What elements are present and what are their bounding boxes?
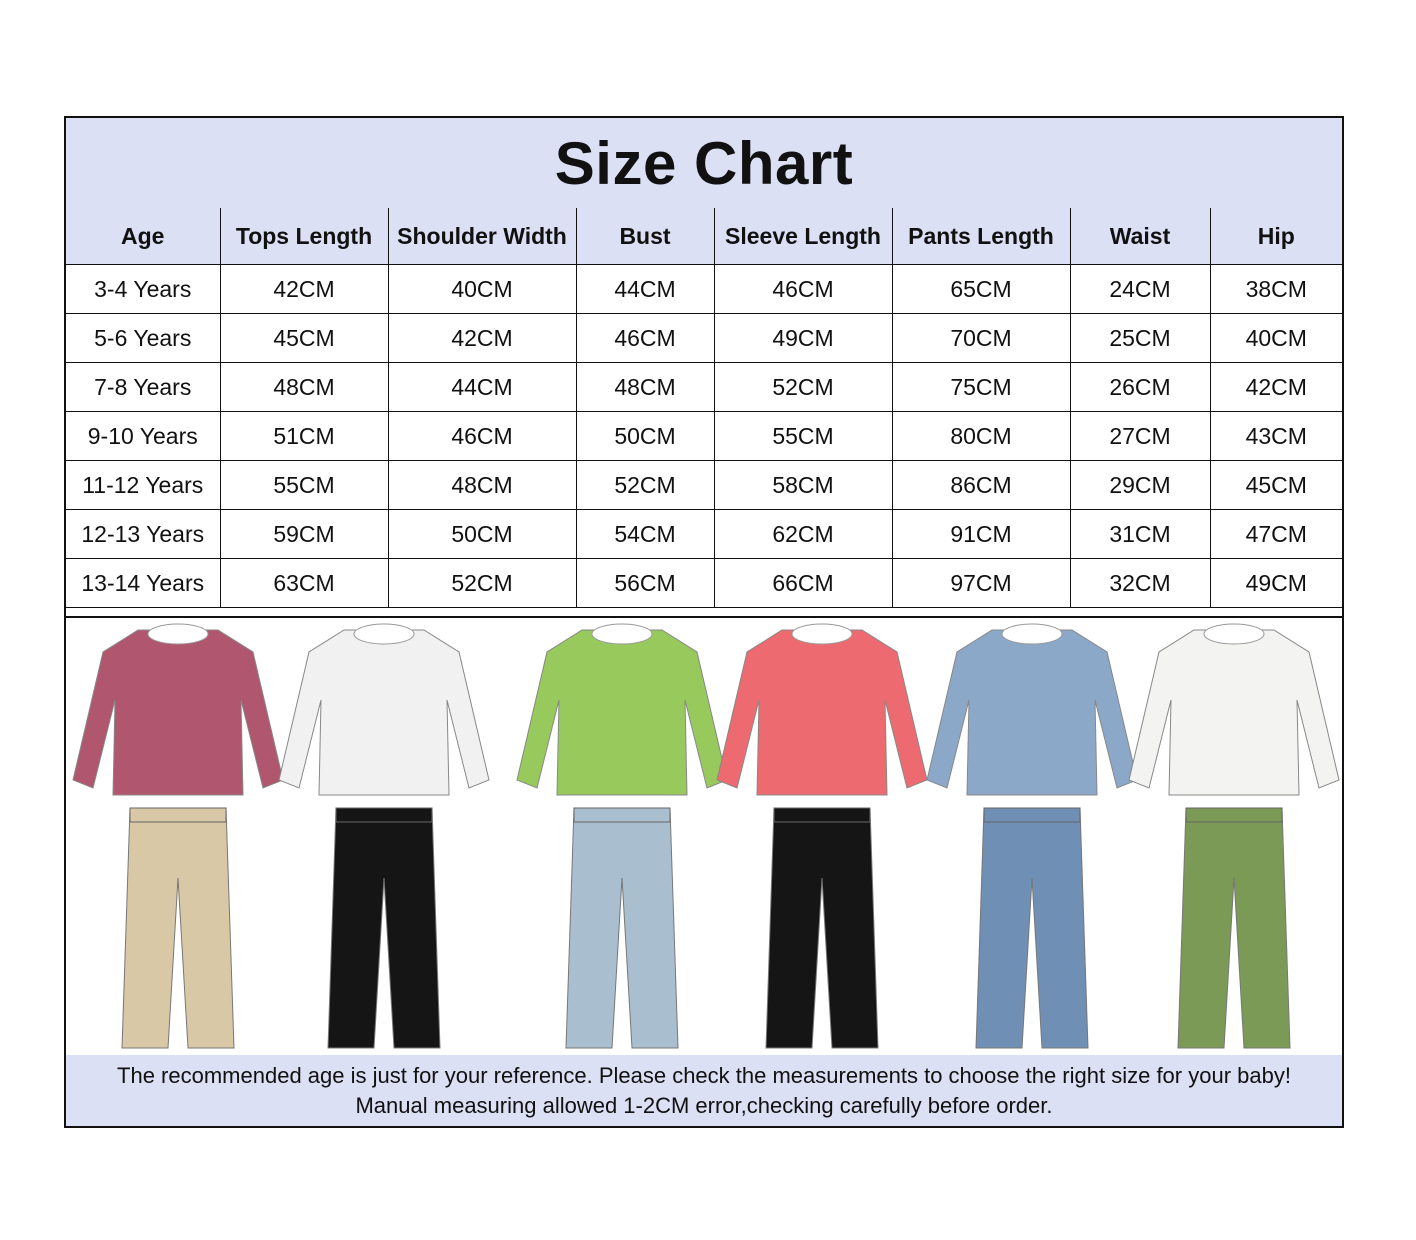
table-row [66, 510, 1342, 559]
page-title: Size Chart [554, 129, 854, 197]
measurement-cell: 52CM [388, 559, 576, 608]
measurement-cell: 48CM [576, 363, 714, 412]
measurement-cell: 40CM [388, 265, 576, 314]
waistband [336, 808, 432, 822]
table-row [66, 314, 1342, 363]
measurement-cell: 65CM [892, 265, 1070, 314]
measurement-cell: 56CM [576, 559, 714, 608]
table-row [66, 265, 1342, 314]
outfit-photo-strip [66, 616, 1342, 1057]
outfit-image [717, 624, 927, 1048]
footer-line-1: The recommended age is just for your reference. Please check the measurements to choose the right size for your baby! [117, 1062, 1291, 1088]
age-cell: 12-13 Years [66, 510, 220, 559]
measurement-cell: 62CM [714, 510, 892, 559]
header-age: Age [66, 208, 220, 265]
measurement-cell: 97CM [892, 559, 1070, 608]
waistband [984, 808, 1080, 822]
measurement-cell: 59CM [220, 510, 388, 559]
measurement-cell: 47CM [1210, 510, 1342, 559]
size-table [66, 208, 1342, 608]
sweatshirt [279, 630, 489, 795]
header-waist: Waist [1070, 208, 1210, 265]
measurement-cell: 48CM [388, 461, 576, 510]
measurement-cell: 63CM [220, 559, 388, 608]
measurement-cell: 29CM [1070, 461, 1210, 510]
measurement-cell: 54CM [576, 510, 714, 559]
waistband [130, 808, 226, 822]
measurement-cell: 70CM [892, 314, 1070, 363]
age-cell: 7-8 Years [66, 363, 220, 412]
sweatshirt [517, 630, 727, 795]
age-cell: 9-10 Years [66, 412, 220, 461]
sweatshirt [927, 630, 1137, 795]
table-row [66, 559, 1342, 608]
measurement-cell: 44CM [576, 265, 714, 314]
pants [328, 808, 440, 1048]
header-sleeve-length: Sleeve Length [714, 208, 892, 265]
sweatshirt [73, 630, 283, 795]
measurement-cell: 75CM [892, 363, 1070, 412]
measurement-cell: 42CM [1210, 363, 1342, 412]
measurement-cell: 91CM [892, 510, 1070, 559]
age-cell: 11-12 Years [66, 461, 220, 510]
collar [592, 624, 652, 644]
table-body [66, 265, 1342, 608]
outfit-image [279, 624, 489, 1048]
pants [566, 808, 678, 1048]
measurement-cell: 58CM [714, 461, 892, 510]
measurement-cell: 49CM [1210, 559, 1342, 608]
measurement-cell: 25CM [1070, 314, 1210, 363]
measurement-cell: 26CM [1070, 363, 1210, 412]
outfit-images [66, 618, 1342, 1055]
pants [976, 808, 1088, 1048]
outfit-image [1129, 624, 1339, 1048]
measurement-cell: 40CM [1210, 314, 1342, 363]
collar [148, 624, 208, 644]
age-cell: 5-6 Years [66, 314, 220, 363]
header-pants-length: Pants Length [892, 208, 1070, 265]
collar [354, 624, 414, 644]
measurement-cell: 52CM [576, 461, 714, 510]
header-shoulder-width: Shoulder Width [388, 208, 576, 265]
measurement-cell: 27CM [1070, 412, 1210, 461]
measurement-cell: 55CM [714, 412, 892, 461]
measurement-cell: 45CM [220, 314, 388, 363]
footer-note [66, 1055, 1342, 1126]
measurement-cell: 50CM [576, 412, 714, 461]
pants [122, 808, 234, 1048]
pants [1178, 808, 1290, 1048]
measurement-cell: 52CM [714, 363, 892, 412]
measurement-cell: 86CM [892, 461, 1070, 510]
header-row [66, 208, 1342, 265]
measurement-cell: 50CM [388, 510, 576, 559]
measurement-cell: 45CM [1210, 461, 1342, 510]
measurement-cell: 42CM [388, 314, 576, 363]
age-cell: 13-14 Years [66, 559, 220, 608]
outfit-image [517, 624, 727, 1048]
measurement-cell: 24CM [1070, 265, 1210, 314]
measurement-cell: 66CM [714, 559, 892, 608]
measurement-cell: 43CM [1210, 412, 1342, 461]
measurement-cell: 42CM [220, 265, 388, 314]
measurement-cell: 44CM [388, 363, 576, 412]
collar [1002, 624, 1062, 644]
waistband [574, 808, 670, 822]
waistband [774, 808, 870, 822]
measurement-cell: 49CM [714, 314, 892, 363]
measurement-cell: 46CM [714, 265, 892, 314]
measurement-cell: 48CM [220, 363, 388, 412]
table-row [66, 363, 1342, 412]
sweatshirt [1129, 630, 1339, 795]
collar [1204, 624, 1264, 644]
pants [766, 808, 878, 1048]
header-tops-length: Tops Length [220, 208, 388, 265]
measurement-cell: 38CM [1210, 265, 1342, 314]
footer-line-2: Manual measuring allowed 1-2CM error,checking carefully before order. [355, 1092, 1053, 1118]
collar [792, 624, 852, 644]
table-row [66, 461, 1342, 510]
measurement-cell: 51CM [220, 412, 388, 461]
age-cell: 3-4 Years [66, 265, 220, 314]
header-bust: Bust [576, 208, 714, 265]
measurement-cell: 55CM [220, 461, 388, 510]
measurement-cell: 80CM [892, 412, 1070, 461]
table-row [66, 412, 1342, 461]
size-chart-frame [64, 116, 1344, 1128]
measurement-cell: 46CM [388, 412, 576, 461]
measurement-cell: 46CM [576, 314, 714, 363]
measurement-cell: 32CM [1070, 559, 1210, 608]
title-bar [66, 118, 1342, 210]
sweatshirt [717, 630, 927, 795]
outfit-image [927, 624, 1137, 1048]
waistband [1186, 808, 1282, 822]
measurement-cell: 31CM [1070, 510, 1210, 559]
outfit-image [73, 624, 283, 1048]
header-hip: Hip [1210, 208, 1342, 265]
